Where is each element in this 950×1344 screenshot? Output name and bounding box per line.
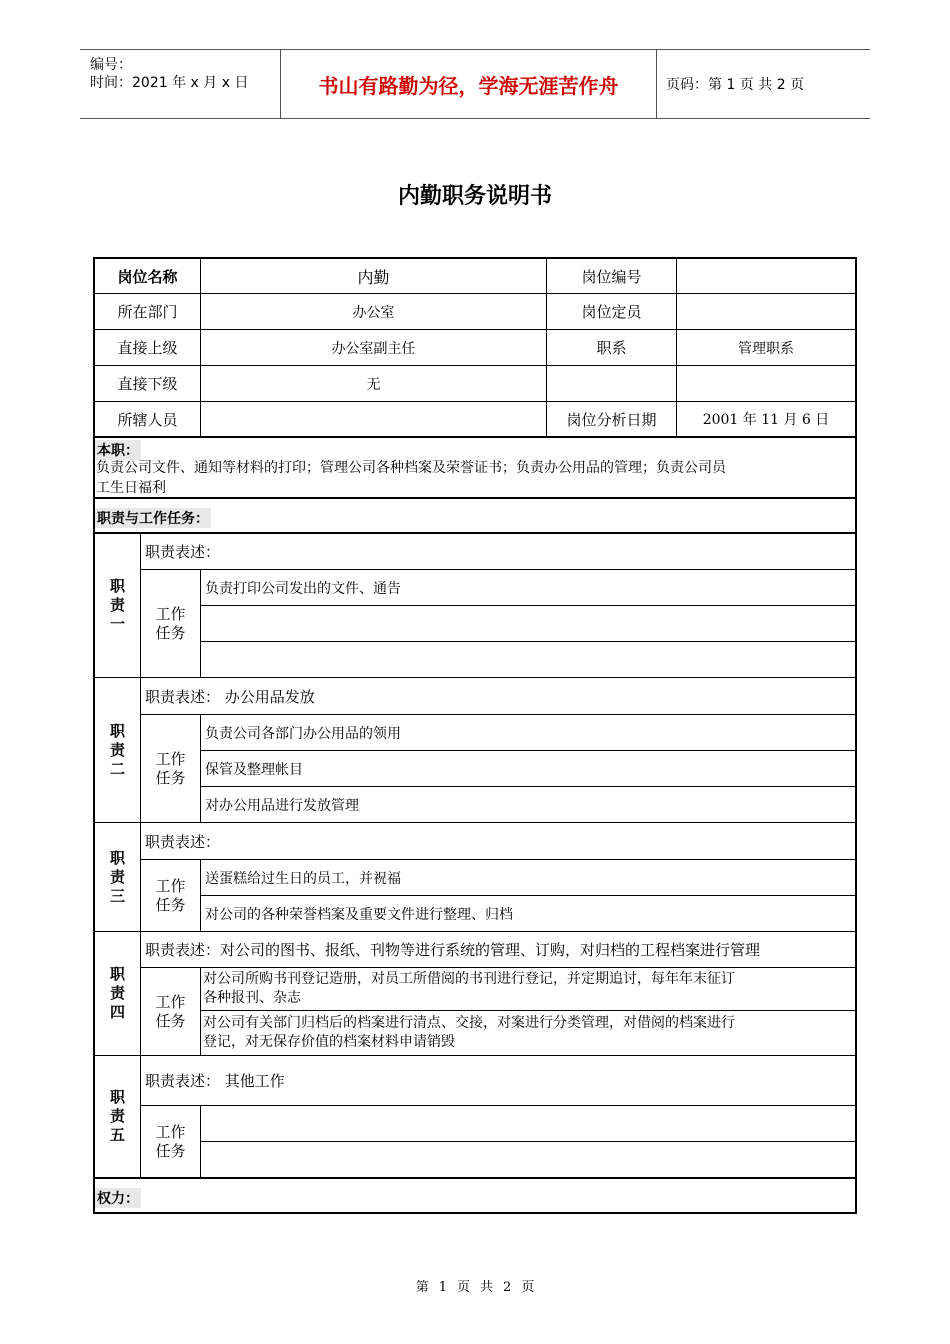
staffing-value bbox=[677, 294, 855, 329]
header-meta bbox=[80, 50, 280, 118]
page-info: 页码：第 1 页 共 2 页 bbox=[666, 77, 805, 93]
task-1-1: 负责打印公司发出的文件、通告 bbox=[205, 580, 401, 597]
task-4-1-line-2: 各种报刊、杂志 bbox=[203, 990, 301, 1006]
responsibility-2-label: 职 责 二 bbox=[109, 721, 125, 778]
task-1-2 bbox=[201, 606, 855, 641]
staffing-label: 岗位定员 bbox=[581, 303, 642, 321]
series-label: 职系 bbox=[596, 339, 627, 357]
responsibility-4-desc: 职责表述：对公司的图书、报纸、刊物等进行系统的管理、订购，对归档的工程档案进行管理 bbox=[145, 941, 761, 959]
responsibility-5-label: 职 责 五 bbox=[109, 1088, 125, 1144]
subordinate-label: 直接下级 bbox=[117, 375, 178, 393]
superior-value: 办公室副主任 bbox=[331, 340, 416, 357]
responsibility-2-desc: 职责表述： 办公用品发放 bbox=[145, 687, 315, 706]
staff-value bbox=[201, 402, 546, 436]
responsibility-4-label: 职 责 四 bbox=[109, 965, 125, 1021]
page-footer: 第 1 页 共 2 页 bbox=[415, 1280, 535, 1295]
task-label-2: 工作 任务 bbox=[155, 749, 186, 787]
post-no-value bbox=[677, 259, 855, 293]
responsibility-5-desc: 职责表述： 其他工作 bbox=[145, 1071, 285, 1090]
task-3-2: 对公司的各种荣誉档案及重要文件进行整理、归档 bbox=[205, 906, 513, 923]
task-4-1-line-1: 对公司所购书刊登记造册，对员工所借阅的书刊进行登记，并定期追讨，每年年末征订 bbox=[203, 971, 735, 987]
task-4-2-line-2: 登记，对无保存价值的档案材料申请销毁 bbox=[203, 1034, 455, 1050]
duty-label: 本职： bbox=[95, 440, 141, 460]
series-value: 管理职系 bbox=[738, 340, 794, 357]
duty-line-1: 负责公司文件、通知等材料的打印；管理公司各种档案及荣誉证书；负责办公用品的管理；负责公司员 bbox=[96, 460, 726, 476]
number-label: 编号： bbox=[90, 57, 132, 73]
dept-label: 所在部门 bbox=[117, 303, 178, 321]
duty-line-2: 工生日福利 bbox=[96, 480, 166, 496]
task-2-2: 保管及整理帐目 bbox=[205, 761, 303, 778]
task-label-3: 工作 任务 bbox=[155, 876, 186, 914]
task-5-2 bbox=[201, 1142, 855, 1177]
task-3-1: 送蛋糕给过生日的员工，并祝福 bbox=[205, 870, 401, 887]
post-name-label: 岗位名称 bbox=[117, 267, 178, 286]
motto: 书山有路勤为径，学海无涯苦作舟 bbox=[280, 50, 657, 118]
responsibility-3-label: 职 责 三 bbox=[109, 848, 125, 905]
analysis-date-label: 岗位分析日期 bbox=[566, 410, 657, 429]
responsibility-1-label: 职 责 一 bbox=[109, 576, 125, 633]
superior-label: 直接上级 bbox=[117, 339, 178, 357]
task-4-2-line-1: 对公司有关部门归档后的档案进行清点、交接，对案进行分类管理，对借阅的档案进行 bbox=[203, 1015, 735, 1031]
page-header bbox=[80, 49, 870, 119]
page-title: 内勤职务说明书 bbox=[397, 183, 552, 209]
dept-value: 办公室 bbox=[352, 304, 395, 321]
time-label: 时间：2021 年 x 月 x 日 bbox=[90, 75, 249, 91]
staff-label: 所辖人员 bbox=[117, 410, 178, 429]
responsibility-1-desc: 职责表述： bbox=[145, 542, 221, 561]
subordinate-value: 无 bbox=[366, 376, 381, 393]
tasks-section-label: 职责与工作任务： bbox=[95, 508, 211, 528]
task-2-3: 对办公用品进行发放管理 bbox=[205, 797, 359, 814]
post-name-value: 内勤 bbox=[357, 267, 390, 287]
analysis-date-value: 2001 年 11 月 6 日 bbox=[702, 412, 830, 428]
task-2-1: 负责公司各部门办公用品的领用 bbox=[205, 725, 401, 742]
task-label-5: 工作 任务 bbox=[155, 1122, 186, 1160]
responsibility-3-desc: 职责表述： bbox=[145, 832, 221, 851]
task-1-3 bbox=[201, 642, 855, 677]
power-label: 权力： bbox=[95, 1188, 141, 1208]
task-5-1 bbox=[201, 1106, 855, 1141]
post-no-label: 岗位编号 bbox=[581, 267, 642, 286]
task-label-1: 工作 任务 bbox=[155, 604, 186, 642]
task-label-4: 工作 任务 bbox=[155, 992, 186, 1030]
